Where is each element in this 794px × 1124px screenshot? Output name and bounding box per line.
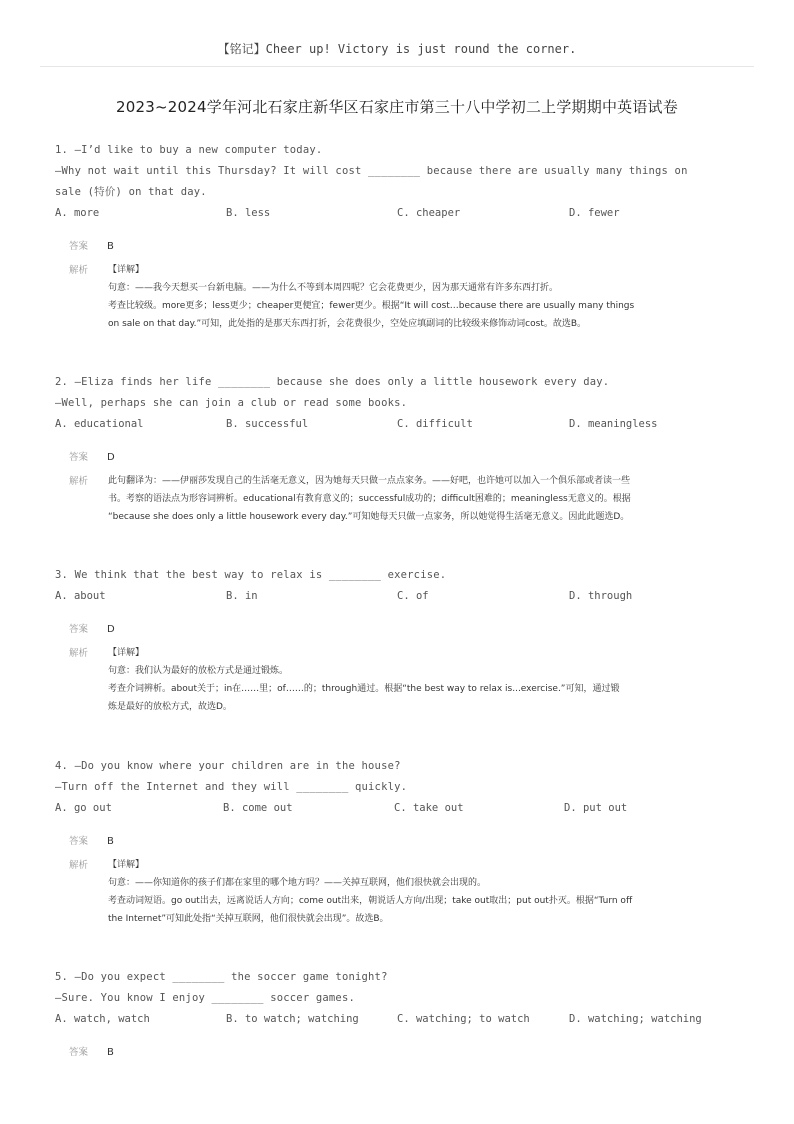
analysis-label: 解析	[69, 648, 89, 659]
answer-row	[55, 448, 735, 468]
explanation-line: 此句翻译为：——伊丽莎发现自己的生活毫无意义，因为她每天只做一点点家务。——好吧，也许她可以加入一个俱乐部或者读一些	[108, 476, 631, 486]
question-4	[55, 756, 735, 928]
answer-label: 答案	[69, 1047, 89, 1058]
explanation-line: 考查介词辨析。about关于；in在……里；of……的；through通过。根据“the best way to relax is...exercise.”可知，通过锻	[108, 684, 620, 694]
question-5	[55, 967, 735, 1063]
option-d: D. watching; watching	[569, 1013, 702, 1025]
question-stem-line: 1. —I’d like to buy a new computer today.	[55, 144, 323, 156]
answer-row	[55, 832, 735, 852]
answer-label: 答案	[69, 241, 89, 252]
option-b: B. come out	[223, 802, 293, 814]
question-stem-line: 4. —Do you know where your children are in the house?	[55, 760, 401, 772]
question-stem-line: 3. We think that the best way to relax is ________ exercise.	[55, 569, 447, 581]
explanation-line: 句意：——你知道你的孩子们都在家里的哪个地方吗？——关掉互联网，他们很快就会出现的。	[108, 878, 487, 888]
explanation-line: 考查动词短语。go out出去，远离说话人方向；come out出来，朝说话人方向/出现；take out取出；put out扑灭。根据“Turn off	[108, 896, 633, 906]
options-row	[55, 1009, 735, 1030]
header-divider	[40, 66, 754, 67]
analysis-label: 解析	[69, 476, 89, 487]
option-d: D. fewer	[569, 207, 620, 219]
option-c: C. difficult	[397, 418, 473, 430]
explanation-text	[108, 261, 735, 333]
explanation-line: 句意：——我今天想买一台新电脑。——为什么不等到本周四呢？它会花费更少，因为那天通常有许多东西打折。	[108, 283, 559, 293]
option-c: C. take out	[394, 802, 464, 814]
answer-value: D	[107, 452, 115, 463]
analysis-label: 解析	[69, 265, 89, 276]
question-stem-line: —Sure. You know I enjoy ________ soccer games.	[55, 992, 355, 1004]
explanation-text	[108, 856, 735, 928]
answer-row	[55, 237, 735, 257]
explanation-text	[108, 472, 735, 526]
option-c: C. watching; to watch	[397, 1013, 530, 1025]
answer-value: B	[107, 1047, 114, 1058]
question-stem-line: —Turn off the Internet and they will ________ quickly.	[55, 781, 408, 793]
option-b: B. successful	[226, 418, 309, 430]
option-a: A. watch, watch	[55, 1013, 150, 1025]
analysis-label: 解析	[69, 860, 89, 871]
question-stem-line: —Well, perhaps she can join a club or read some books.	[55, 397, 408, 409]
option-d: D. meaningless	[569, 418, 658, 430]
explanation-line: “because she does only a little housework every day.”可知她每天只做一点家务，所以她觉得生活毫无意义。因此此题选D。	[108, 512, 630, 522]
option-b: B. in	[226, 590, 258, 602]
explanation-block	[55, 472, 735, 526]
explanation-line: 【详解】	[108, 265, 145, 275]
option-d: D. through	[569, 590, 633, 602]
explanation-line: 【详解】	[108, 860, 145, 870]
options-row	[55, 798, 735, 819]
question-stem-line: 5. —Do you expect ________ the soccer game tonight?	[55, 971, 388, 983]
question-2	[55, 372, 735, 526]
option-d: D. put out	[564, 802, 628, 814]
option-a: A. go out	[55, 802, 112, 814]
option-b: B. less	[226, 207, 271, 219]
answer-value: B	[107, 836, 114, 847]
explanation-line: 考查比较级。more更多；less更少；cheaper更便宜；fewer更少。根据“It will cost…because there are usually many things	[108, 301, 635, 311]
answer-value: B	[107, 241, 114, 252]
question-stem-line: —Why not wait until this Thursday? It will cost ________ because there are usually many things on	[55, 165, 688, 177]
explanation-line: 炼是最好的放松方式，故选D。	[108, 702, 232, 712]
options-row	[55, 414, 735, 435]
answer-row	[55, 620, 735, 640]
page-header-motto: 【铭记】Cheer up! Victory is just round the corner.	[217, 42, 577, 56]
explanation-block	[55, 644, 735, 716]
question-stem-line: 2. —Eliza finds her life ________ because she does only a little housework every day.	[55, 376, 610, 388]
options-row	[55, 203, 735, 224]
option-c: C. cheaper	[397, 207, 461, 219]
explanation-line: 句意：我们认为最好的放松方式是通过锻炼。	[108, 666, 289, 676]
question-stem-line: sale (特价) on that day.	[55, 186, 207, 198]
option-b: B. to watch; watching	[226, 1013, 359, 1025]
option-a: A. more	[55, 207, 100, 219]
exam-title: 2023~2024学年河北石家庄新华区石家庄市第三十八中学初二上学期期中英语试卷	[116, 98, 678, 116]
explanation-block	[55, 856, 735, 928]
option-a: A. educational	[55, 418, 144, 430]
question-1	[55, 140, 735, 333]
answer-label: 答案	[69, 624, 89, 635]
explanation-block	[55, 261, 735, 333]
answer-row	[55, 1043, 735, 1063]
option-c: C. of	[397, 590, 429, 602]
answer-value: D	[107, 624, 115, 635]
explanation-text	[108, 644, 735, 716]
explanation-line: the Internet”可知此处指“关掉互联网，他们很快就会出现”。故选B。	[108, 914, 389, 924]
explanation-line: on sale on that day.”可知，此处指的是那天东西打折，会花费很少，空处应填副词的比较级来修饰动词cost。故选B。	[108, 319, 587, 329]
answer-label: 答案	[69, 836, 89, 847]
explanation-line: 书。考察的语法点为形容词辨析。educational有教育意义的；successful成功的；difficult困难的；meaningless无意义的。根据	[108, 494, 631, 504]
question-3	[55, 565, 735, 716]
option-a: A. about	[55, 590, 106, 602]
explanation-line: 【详解】	[108, 648, 145, 658]
answer-label: 答案	[69, 452, 89, 463]
options-row	[55, 586, 735, 607]
